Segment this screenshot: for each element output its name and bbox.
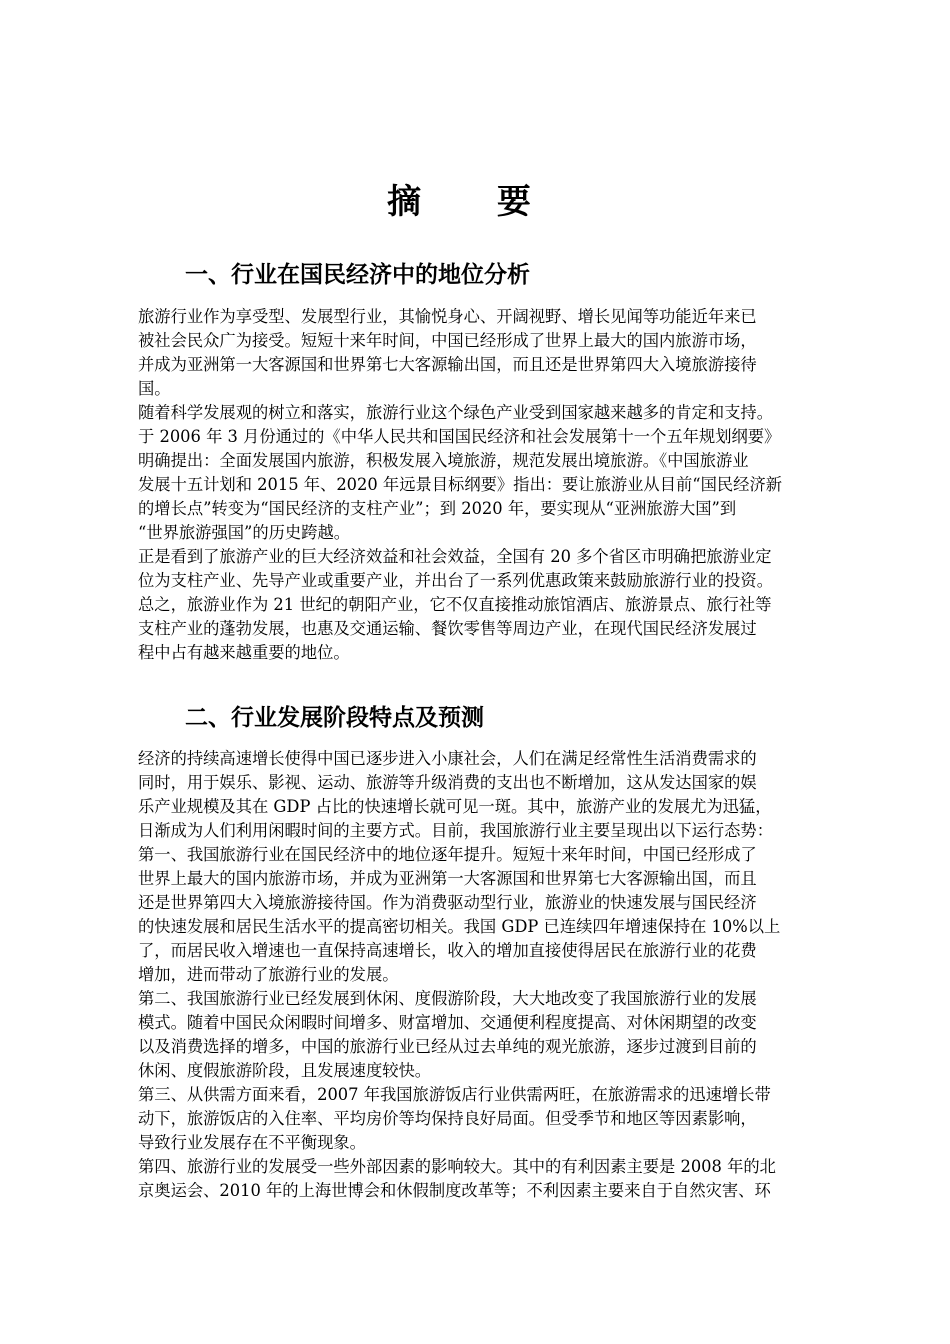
paragraph-line: 国。 [138, 379, 171, 398]
paragraph-line: 休闲、度假旅游阶段，且发展速度较快。 [138, 1061, 432, 1080]
paragraph-line: 增加，进而带动了旅游行业的发展。 [138, 965, 399, 984]
paragraph-line: 于 2006 年 3 月份通过的《中华人民共和国国民经济和社会发展第十一个五年规划纲要》 [138, 427, 781, 446]
paragraph-line: 旅游行业作为享受型、发展型行业，其愉悦身心、开阔视野、增长见闻等功能近年来已 [138, 307, 757, 326]
paragraph-line: 经济的持续高速增长使得中国已逐步进入小康社会，人们在满足经常性生活消费需求的 [138, 749, 757, 768]
paragraph-line: 动下，旅游饭店的入住率、平均房价等均保持良好局面。但受季节和地区等因素影响， [138, 1109, 757, 1128]
paragraph-line: 程中占有越来越重要的地位。 [138, 643, 350, 662]
paragraph-line: 京奥运会、2010 年的上海世博会和休假制度改革等；不利因素主要来自于自然灾害、环 [138, 1181, 771, 1200]
paragraph-line: 还是世界第四大入境旅游接待国。作为消费驱动型行业，旅游业的快速发展与国民经济 [138, 893, 757, 912]
paragraph-line: 世界上最大的国内旅游市场，并成为亚洲第一大客源国和世界第七大客源输出国，而且 [138, 869, 757, 888]
paragraph-line: 正是看到了旅游产业的巨大经济效益和社会效益，全国有 20 多个省区市明确把旅游业定 [138, 547, 772, 566]
paragraph-line: 总之，旅游业作为 21 世纪的朝阳产业，它不仅直接推动旅馆酒店、旅游景点、旅行社等 [138, 595, 772, 614]
paragraph-line: 明确提出：全面发展国内旅游，积极发展入境旅游，规范发展出境旅游。《中国旅游业 [138, 451, 749, 470]
page-title: 摘 要 [387, 182, 563, 222]
section-heading-2: 二、行业发展阶段特点及预测 [185, 705, 484, 731]
paragraph-line: 被社会民众广为接受。短短十来年时间，中国已经形成了世界上最大的国内旅游市场， [138, 331, 757, 350]
paragraph-line: 同时，用于娱乐、影视、运动、旅游等升级消费的支出也不断增加，这从发达国家的娱 [138, 773, 757, 792]
paragraph-line: 第四、旅游行业的发展受一些外部因素的影响较大。其中的有利因素主要是 2008 年的北 [138, 1157, 776, 1176]
section-1-body [138, 305, 890, 665]
paragraph-line: 模式。随着中国民众闲暇时间增多、财富增加、交通便利程度提高、对休闲期望的改变 [138, 1013, 757, 1032]
paragraph-line: 位为支柱产业、先导产业或重要产业，并出台了一系列优惠政策来鼓励旅游行业的投资。 [138, 571, 773, 590]
paragraph-line: 发展十五计划和 2015 年、2020 年远景目标纲要》指出：要让旅游业从目前“国民经济新 [138, 475, 783, 494]
paragraph-line: 导致行业发展存在不平衡现象。 [138, 1133, 366, 1152]
paragraph-line: 日渐成为人们利用闲暇时间的主要方式。目前，我国旅游行业主要呈现出以下运行态势： [138, 821, 773, 840]
paragraph-line: 第一、我国旅游行业在国民经济中的地位逐年提升。短短十来年时间，中国已经形成了 [138, 845, 757, 864]
paragraph-line: 以及消费选择的增多，中国的旅游行业已经从过去单纯的观光旅游，逐步过渡到目前的 [138, 1037, 757, 1056]
paragraph-line: 第三、从供需方面来看，2007 年我国旅游饭店行业供需两旺，在旅游需求的迅速增长带 [138, 1085, 771, 1104]
section-2-body [138, 747, 890, 1203]
paragraph-line: 的快速发展和居民生活水平的提高密切相关。我国 GDP 已连续四年增速保持在 10%以上 [138, 917, 781, 936]
paragraph-line: 乐产业规模及其在 GDP 占比的快速增长就可见一斑。其中，旅游产业的发展尤为迅猛， [138, 797, 772, 816]
paragraph-line: 支柱产业的蓬勃发展，也惠及交通运输、餐饮零售等周边产业，在现代国民经济发展过 [138, 619, 757, 638]
paragraph-line: “世界旅游强国”的历史跨越。 [138, 523, 351, 542]
paragraph-line: 第二、我国旅游行业已经发展到休闲、度假游阶段，大大地改变了我国旅游行业的发展 [138, 989, 757, 1008]
paragraph-line: 了，而居民收入增速也一直保持高速增长，收入的增加直接使得居民在旅游行业的花费 [138, 941, 757, 960]
section-heading-1: 一、行业在国民经济中的地位分析 [185, 262, 530, 288]
paragraph-line: 并成为亚洲第一大客源国和世界第七大客源输出国，而且还是世界第四大入境旅游接待 [138, 355, 757, 374]
paragraph-line: 随着科学发展观的树立和落实，旅游行业这个绿色产业受到国家越来越多的肯定和支持。 [138, 403, 773, 422]
paragraph-line: 的增长点”转变为“国民经济的支柱产业”；到 2020 年，要实现从“亚洲旅游大国”到 [138, 499, 737, 518]
